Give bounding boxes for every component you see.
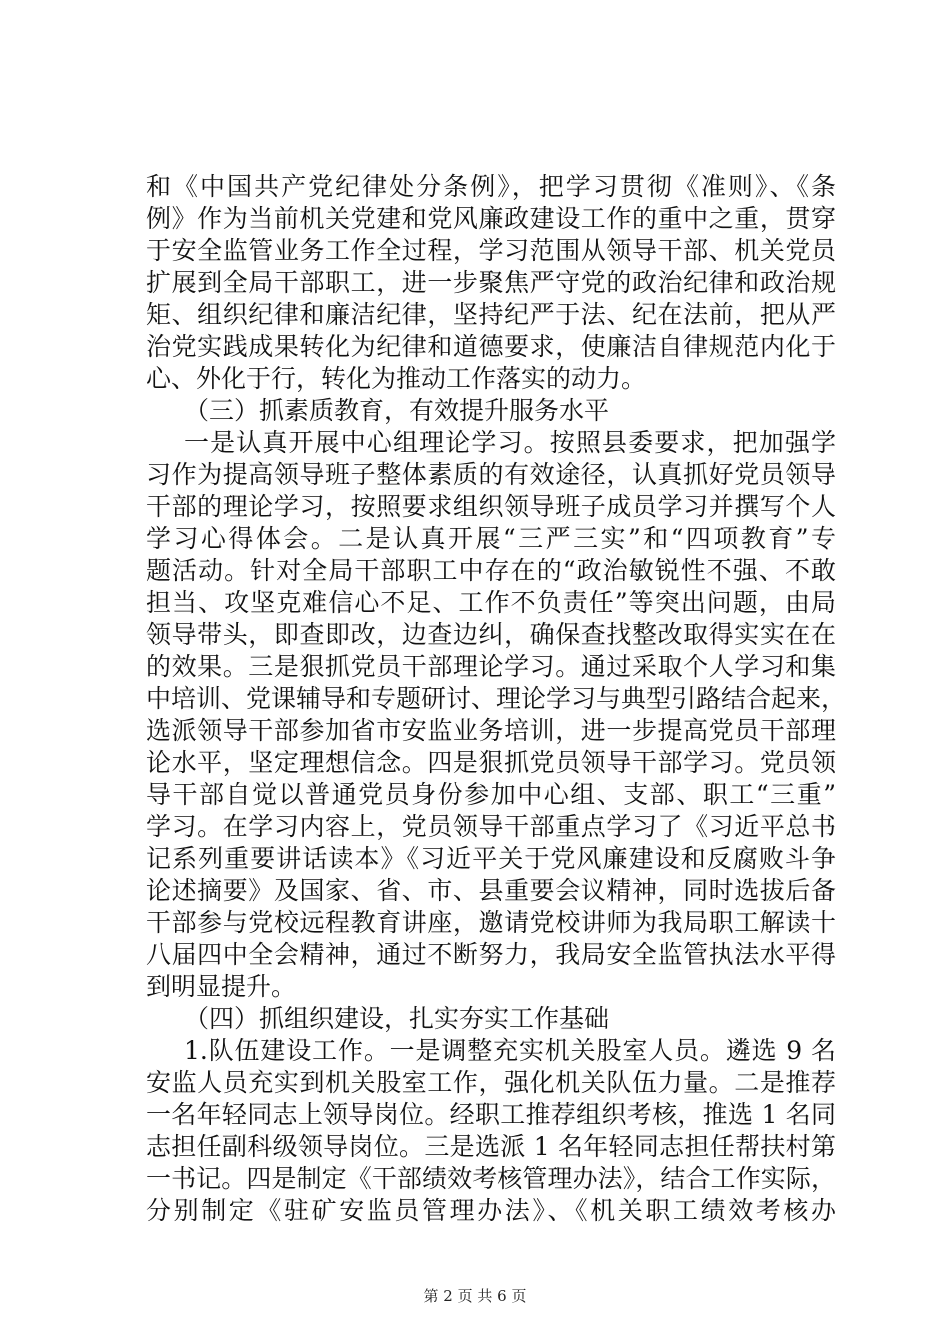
text-line: 担当、攻坚克难信心不足、工作不负责任”等突出问题，由局 [146,588,836,617]
text-line: 习作为提高领导班子整体素质的有效途径，认真抓好党员领导 [146,460,836,489]
text-line: 干部的理论学习，按照要求组织领导班子成员学习并撰写个人 [146,492,836,521]
text-line: 选派领导干部参加省市安监业务培训，进一步提高党员干部理 [146,716,836,745]
text-line: 记系列重要讲话读本》《习近平关于党风廉建设和反腐败斗争 [146,844,836,873]
document-body [146,171,847,1227]
text-line: 1.队伍建设工作。一是调整充实机关股室人员。遴选 9 名 [184,1036,836,1065]
text-line: 八届四中全会精神，通过不断努力，我局安全监管执法水平得 [146,940,836,969]
text-line: 安监人员充实到机关股室工作，强化机关队伍力量。二是推荐 [146,1068,836,1097]
text-line: 中培训、党课辅导和专题研讨、理论学习与典型引路结合起来， [146,684,847,713]
text-line: 题活动。针对全局干部职工中存在的“政治敏锐性不强、不敢 [146,556,836,585]
section-heading: （四）抓组织建设，扎实夯实工作基础 [184,1004,610,1033]
text-line: 一书记。四是制定《干部绩效考核管理办法》，结合工作实际， [146,1164,836,1193]
text-line: 干部参与党校远程教育讲座，邀请党校讲师为我局职工解读十 [146,908,836,937]
text-line: 论述摘要》及国家、省、市、县重要会议精神，同时选拔后备 [146,876,836,905]
text-line: 的效果。三是狠抓党员干部理论学习。通过采取个人学习和集 [146,652,836,681]
text-line: 分别制定《驻矿安监员管理办法》、《机关职工绩效考核办 [146,1196,836,1225]
text-line: 扩展到全局干部职工，进一步聚焦严守党的政治纪律和政治规 [146,268,836,297]
text-line: 到明显提升。 [146,972,297,1001]
text-line: 一是认真开展中心组理论学习。按照县委要求，把加强学 [184,428,836,457]
text-line: 一名年轻同志上领导岗位。经职工推荐组织考核，推选 1 名同 [146,1100,836,1129]
text-line: 学习心得体会。二是认真开展“三严三实”和“四项教育”专 [146,524,836,553]
text-line: 治党实践成果转化为纪律和道德要求，使廉洁自律规范内化于 [146,332,836,361]
text-line: 例》作为当前机关党建和党风廉政建设工作的重中之重，贯穿 [146,204,836,233]
text-line: 矩、组织纪律和廉洁纪律，坚持纪严于法、纪在法前，把从严 [146,300,836,329]
text-line: 志担任副科级领导岗位。三是选派 1 名年轻同志担任帮扶村第 [146,1132,836,1161]
page-number-footer: 第 2 页 共 6 页 [423,1287,527,1305]
text-line: 和《中国共产党纪律处分条例》，把学习贯彻《准则》、《条 [146,172,836,201]
text-line: 学习。在学习内容上，党员领导干部重点学习了《习近平总书 [146,812,836,841]
section-heading: （三）抓素质教育，有效提升服务水平 [184,396,610,425]
text-line: 领导带头，即查即改，边查边纠，确保查找整改取得实实在在 [146,620,836,649]
text-line: 导干部自觉以普通党员身份参加中心组、支部、职工“三重” [146,780,836,809]
text-line: 心、外化于行，转化为推动工作落实的动力。 [146,364,647,393]
text-line: 于安全监管业务工作全过程，学习范围从领导干部、机关党员 [146,236,836,265]
text-line: 论水平，坚定理想信念。四是狠抓党员领导干部学习。党员领 [146,748,836,777]
